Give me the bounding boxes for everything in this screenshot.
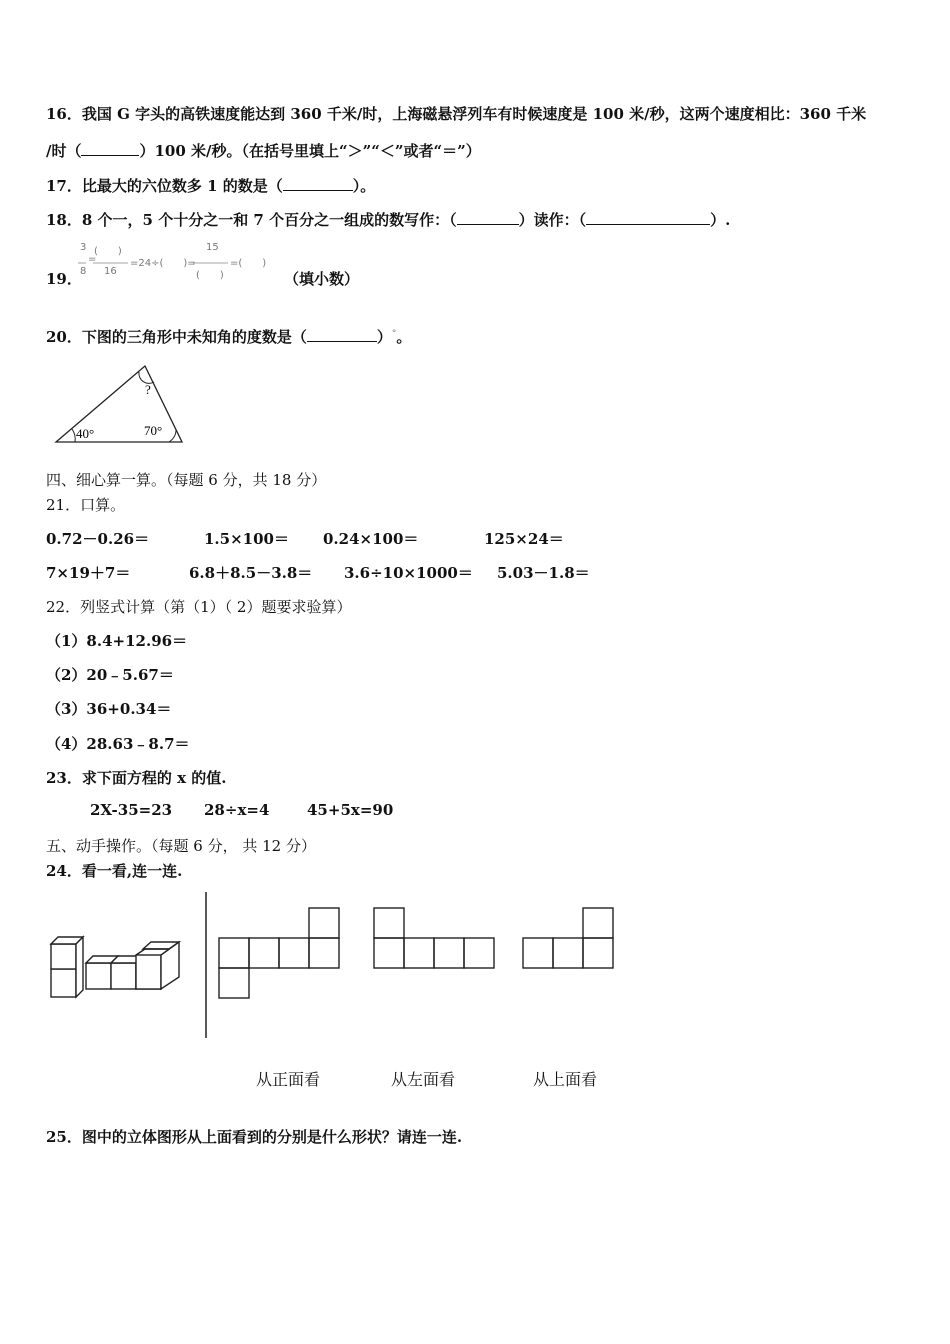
section4-title: 四、细心算一算。（每题 6 分，共 18 分） (46, 471, 327, 489)
q19-frac2-num[interactable]: ( ) (94, 246, 122, 257)
q19-frac3-num: 15 (206, 242, 219, 253)
q21-item: 5.03－1.8＝ (497, 564, 590, 582)
q22-item-3: （3）36+0.34＝ (46, 700, 172, 718)
angle-top-label: ? (145, 382, 151, 397)
q21-title: 21．口算。 (46, 496, 126, 514)
triangle-shape (56, 366, 182, 442)
q19-frac1-den: 8 (80, 266, 87, 277)
view-left-grid[interactable] (371, 906, 497, 972)
q20-degree: ° (391, 329, 397, 339)
view-top-grid[interactable] (520, 906, 616, 972)
q19-hint: （填小数） (284, 270, 360, 288)
q16-pre: /时（ (46, 142, 82, 160)
q20-post: ） (376, 328, 392, 346)
q21-item: 6.8＋8.5－3.8＝ (189, 564, 313, 582)
q20-end: 。 (396, 328, 412, 346)
q18-write-blank[interactable] (457, 210, 519, 225)
q19-number: 19． (46, 270, 82, 288)
q23-equation: 45+5x=90 (307, 801, 394, 819)
cube-solid-figure (48, 935, 188, 1005)
q18-read-blank[interactable] (586, 210, 710, 225)
caption-top-view[interactable]: 从上面看 (533, 1070, 598, 1089)
q19-frac3-den[interactable]: ( ) (196, 270, 224, 281)
section5-title: 五、动手操作。（每题 6 分， 共 12 分） (46, 837, 316, 855)
q16-answer-blank[interactable] (81, 141, 139, 156)
q23-equation: 2X-35=23 (90, 801, 173, 819)
q21-item: 125×24＝ (484, 530, 564, 548)
q19-fraction-chain (78, 242, 288, 284)
q21-item: 3.6÷10×1000＝ (344, 564, 473, 582)
q25-title: 25．图中的立体图形从上面看到的分别是什么形状？请连一连. (46, 1128, 463, 1146)
q19-fraction-bars (78, 242, 288, 284)
q19-frac2-den: 16 (104, 266, 117, 277)
q24-title: 24．看一看,连一连. (46, 862, 183, 880)
q22-item-4: （4）28.63﹣8.7＝ (46, 735, 190, 753)
q16-line2 (46, 140, 481, 161)
q20-pre: 20．下图的三角形中未知角的度数是（ (46, 328, 307, 346)
triangle-figure (50, 362, 190, 446)
q22-item-2: （2）20﹣5.67＝ (46, 666, 174, 684)
q18-pre: 18．8 个一，5 个十分之一和 7 个百分之一组成的数写作：（ (46, 211, 457, 229)
q16-post: ）100 米/秒。（在括号里填上“＞”“＜”或者“＝”） (139, 142, 481, 160)
q23-title: 23．求下面方程的 x 的值. (46, 769, 227, 787)
q18-post: ）. (710, 211, 731, 229)
angle-left-arc (72, 429, 75, 442)
q18-mid: ）读作：（ (518, 211, 587, 229)
q18 (46, 209, 730, 230)
q16-line1: 16．我国 G 字头的高铁速度能达到 360 千米/时，上海磁悬浮列车有时候速度是 100 米/秒，这两个速度相比：360 千米 (46, 105, 867, 123)
divider-line (204, 892, 208, 1038)
q21-item: 7×19＋7＝ (46, 564, 131, 582)
view-front-grid[interactable] (216, 906, 340, 1000)
q19-eq1: = (88, 254, 97, 265)
q17 (46, 175, 375, 196)
angle-right-arc (169, 430, 176, 442)
q19-end[interactable]: =( ) (230, 258, 267, 269)
angle-left-label: 40° (76, 426, 95, 441)
caption-left-view[interactable]: 从左面看 (391, 1070, 456, 1089)
q17-pre: 17．比最大的六位数多 1 的数是（ (46, 177, 283, 195)
q20 (46, 326, 411, 347)
q22-title: 22．列竖式计算（第（1）（ 2）题要求验算） (46, 598, 352, 616)
caption-front-view[interactable]: 从正面看 (256, 1070, 321, 1089)
q22-item-1: （1）8.4+12.96＝ (46, 632, 188, 650)
q17-post: ）。 (352, 177, 376, 195)
q17-answer-blank[interactable] (283, 176, 353, 191)
q20-answer-blank[interactable] (307, 327, 377, 342)
q23-equation: 28÷x=4 (204, 801, 270, 819)
q21-item: 0.72－0.26＝ (46, 530, 150, 548)
q21-item: 1.5×100＝ (204, 530, 289, 548)
q21-item: 0.24×100＝ (323, 530, 419, 548)
q19-frac1-num: 3 (80, 242, 87, 253)
angle-right-label: 70° (144, 423, 163, 438)
q19-mid[interactable]: =24÷( )= (130, 258, 196, 269)
